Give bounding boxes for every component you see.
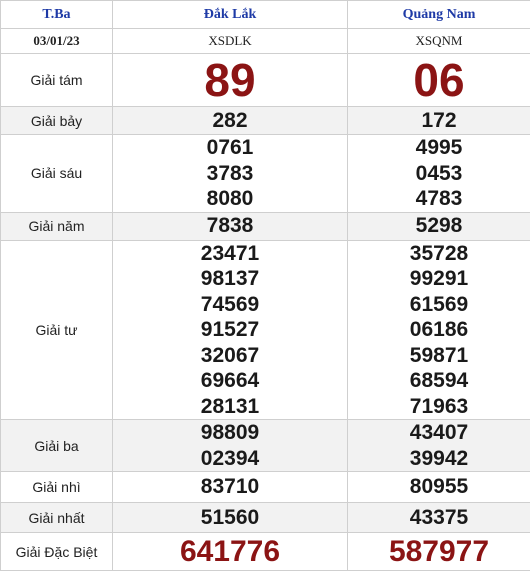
prize-label-g3: Giải ba	[1, 420, 113, 472]
prize-label-g8: Giải tám	[1, 54, 113, 107]
prize-cell-quang-nam	[348, 240, 530, 420]
prize-number: 8080	[206, 187, 254, 210]
prize-number: 5298	[348, 212, 530, 240]
prize-number: 99291	[409, 267, 469, 290]
prize-row-g8	[1, 54, 530, 107]
prize-number: 4995	[415, 136, 463, 159]
prize-row-g5	[1, 212, 530, 240]
prize-number: 28131	[200, 394, 260, 418]
prize-number: 74569	[200, 292, 260, 316]
prize-label-g5: Giải năm	[1, 212, 113, 240]
prize-number: 35728	[409, 241, 469, 265]
prize-label-special: Giải Đặc Biệt	[1, 533, 113, 571]
prize-cell-quang-nam	[348, 420, 530, 472]
prize-number: 43407	[409, 421, 469, 444]
draw-date: 03/01/23	[1, 29, 113, 54]
prize-number: 4783	[415, 187, 463, 210]
prize-row-g2	[1, 472, 530, 503]
prize-number: 06186	[409, 318, 469, 341]
prize-row-g1	[1, 503, 530, 533]
prize-row-g4	[1, 240, 530, 420]
province-link-quang-nam[interactable]: Quảng Nam	[348, 1, 530, 29]
prize-number: 69664	[200, 369, 260, 392]
prize-number: 0761	[206, 136, 254, 159]
prize-cell-quang-nam	[348, 135, 530, 213]
prize-number: 282	[113, 107, 348, 135]
prize-number: 43375	[348, 503, 530, 533]
lottery-code-quang-nam: XSQNM	[348, 29, 530, 54]
prize-label-g1: Giải nhất	[1, 503, 113, 533]
header-row	[1, 1, 530, 29]
prize-cell-dak-lak	[113, 240, 348, 420]
prize-row-special	[1, 533, 530, 571]
prize-cell-dak-lak	[113, 135, 348, 213]
prize-row-g3	[1, 420, 530, 472]
prize-number: 98809	[200, 421, 260, 444]
prize-number: 3783	[206, 161, 254, 185]
prize-number: 23471	[200, 241, 260, 265]
prize-number: 83710	[113, 472, 348, 503]
prize-row-g6	[1, 135, 530, 213]
prize-number: 06	[348, 54, 530, 107]
prize-label-g2: Giải nhì	[1, 472, 113, 503]
prize-number: 0453	[415, 161, 463, 185]
prize-label-g6: Giải sáu	[1, 135, 113, 213]
prize-number: 80955	[348, 472, 530, 503]
lottery-code-dak-lak: XSDLK	[113, 29, 348, 54]
prize-number: 91527	[200, 318, 260, 341]
prize-number: 172	[348, 107, 530, 135]
prize-number: 39942	[409, 446, 469, 470]
prize-number: 51560	[113, 503, 348, 533]
prize-number: 98137	[200, 267, 260, 290]
prize-label-g4: Giải tư	[1, 240, 113, 420]
prize-number: 89	[113, 54, 348, 107]
special-prize-number: 641776	[113, 533, 348, 571]
weekday-label: T.Ba	[1, 1, 113, 29]
prize-number: 02394	[200, 446, 260, 470]
prize-number: 71963	[409, 394, 469, 418]
prize-number: 68594	[409, 369, 469, 392]
prize-label-g7: Giải bảy	[1, 107, 113, 135]
prize-number: 59871	[409, 343, 469, 367]
code-row	[1, 29, 530, 54]
prize-number: 61569	[409, 292, 469, 316]
province-link-dak-lak[interactable]: Đắk Lắk	[113, 1, 348, 29]
prize-cell-dak-lak	[113, 420, 348, 472]
special-prize-number: 587977	[348, 533, 530, 571]
prize-number: 7838	[113, 212, 348, 240]
prize-number: 32067	[200, 343, 260, 367]
prize-row-g7	[1, 107, 530, 135]
